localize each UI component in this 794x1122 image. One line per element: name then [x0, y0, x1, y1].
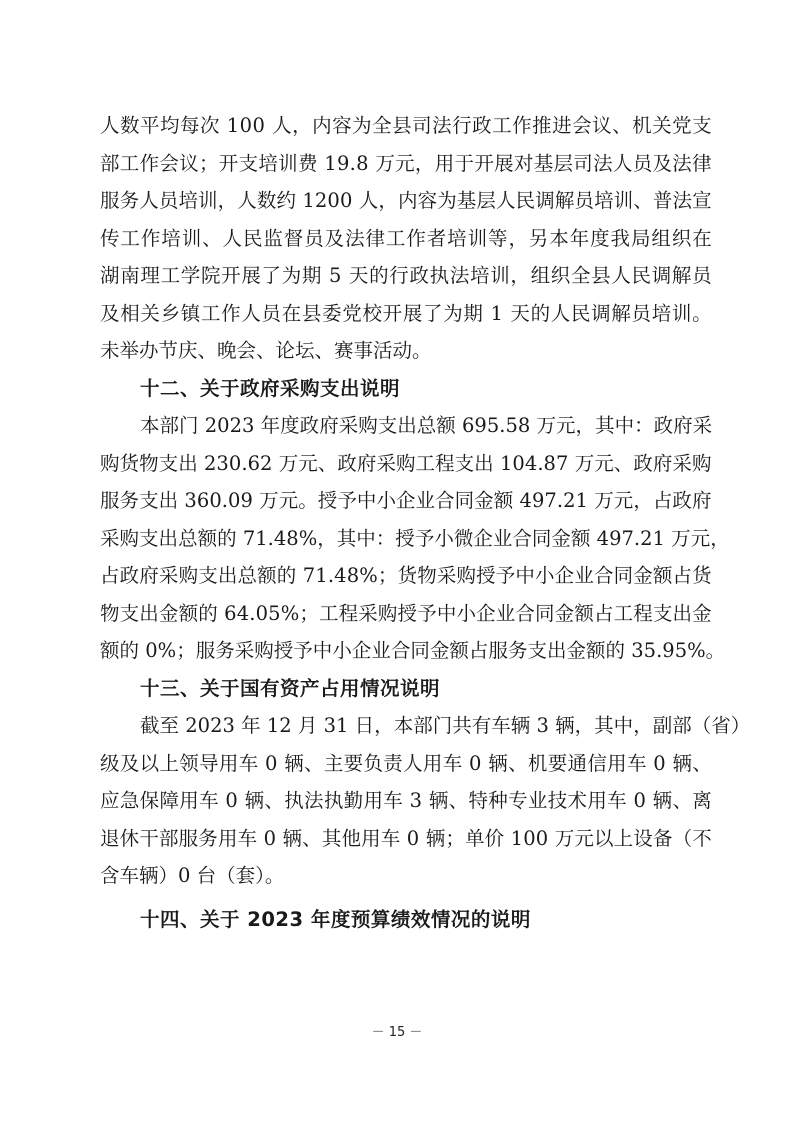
text-line: 未举办节庆、晚会、论坛、赛事活动。	[100, 339, 432, 362]
text-line: 级 及 以 上 领 导 用 车 0 辆 、 主 要 负 责 人 用 车 0 辆 、 机 要 通 信 用 车 0 辆 、	[100, 751, 712, 775]
paragraph-procurement	[100, 414, 730, 662]
section-heading-12: 十二、关于政府采购支出说明	[140, 376, 401, 400]
text-line: 额 的 0 % ； 服 务 采 购 授 予 中 小 企 业 合 同 金 额 占 服 务 支 出 金 额 的 3 5 . 9 5 % 。	[100, 639, 726, 662]
text-line: 服 务 人 员 培 训 ， 人 数 约 1 2 0 0 人 ， 内 容 为 基 层 人 民 调 解 员 培 训 、 普 法 宣	[100, 189, 712, 212]
text-line: 本 部 门 2 0 2 3 年 度 政 府 采 购 支 出 总 额 6 9 5 . 5 8 万 元 ， 其 中 ： 政 府 采	[140, 414, 713, 437]
page-number: － 15 －	[371, 1025, 423, 1040]
text-line: 含车辆）0 台（套）。	[100, 864, 285, 887]
text-line: 应 急 保 障 用 车 0 辆 、 执 法 执 勤 用 车 3 辆 、 特 种 专 业 技 术 用 车 0 辆 、 离	[100, 789, 712, 812]
text-line: 截 至 2 0 2 3 年 1 2 月 3 1 日 ， 本 部 门 共 有 车 辆 3 辆 ， 其 中 ， 副 部 （ 省 ）	[140, 714, 751, 737]
text-line: 部 工 作 会 议 ； 开 支 培 训 费 1 9 . 8 万 元 ， 用 于 开 展 对 基 层 司 法 人 员 及 法 律	[100, 151, 712, 175]
text-line: 人 数 平 均 每 次 1 0 0 人 ， 内 容 为 全 县 司 法 行 政 工 作 推 进 会 议 、 机 关 党 支	[100, 114, 712, 137]
text-line: 及 相 关 乡 镇 工 作 人 员 在 县 委 党 校 开 展 了 为 期 1 天 的 人 民 调 解 员 培 训 。	[100, 301, 712, 325]
text-line: 服 务 支 出 3 6 0 . 0 9 万 元 。 授 予 中 小 企 业 合 同 金 额 4 9 7 . 2 1 万 元 ， 占 政 府	[100, 489, 712, 512]
paragraph-state-assets	[100, 714, 751, 887]
text-line: 采 购 支 出 总 额 的 7 1 . 4 8 % ， 其 中 ： 授 予 小 微 企 业 合 同 金 额 4 9 7 . 2 1 万 元 ，	[100, 526, 730, 550]
text-line: 传 工 作 培 训 、 人 民 监 督 员 及 法 律 工 作 者 培 训 等 ， 另 本 年 度 我 局 组 织 在	[100, 226, 712, 250]
section-heading-13: 十三、关于国有资产占用情况说明	[140, 676, 441, 700]
text-line: 物 支 出 金 额 的 6 4 . 0 5 % ； 工 程 采 购 授 予 中 小 企 业 合 同 金 额 占 工 程 支 出 金	[100, 601, 712, 625]
section-heading-14: 十四、关于 2023 年度预算绩效情况的说明	[140, 908, 531, 931]
document-page	[100, 114, 751, 947]
text-line: 占 政 府 采 购 支 出 总 额 的 7 1 . 4 8 % ； 货 物 采 购 授 予 中 小 企 业 合 同 金 额 占 货	[100, 564, 712, 587]
text-line: 购 货 物 支 出 2 3 0 . 6 2 万 元 、 政 府 采 购 工 程 支 出 1 0 4 . 8 7 万 元 、 政 府 采 购	[100, 451, 712, 475]
text-line: 湖 南 理 工 学 院 开 展 了 为 期 5 天 的 行 政 执 法 培 训 ， 组 织 全 县 人 民 调 解 员	[100, 264, 712, 287]
paragraph-training	[100, 115, 712, 362]
text-line: 退 休 干 部 服 务 用 车 0 辆 、 其 他 用 车 0 辆 ； 单 价 1 0 0 万 元 以 上 设 备 （ 不	[100, 826, 712, 850]
